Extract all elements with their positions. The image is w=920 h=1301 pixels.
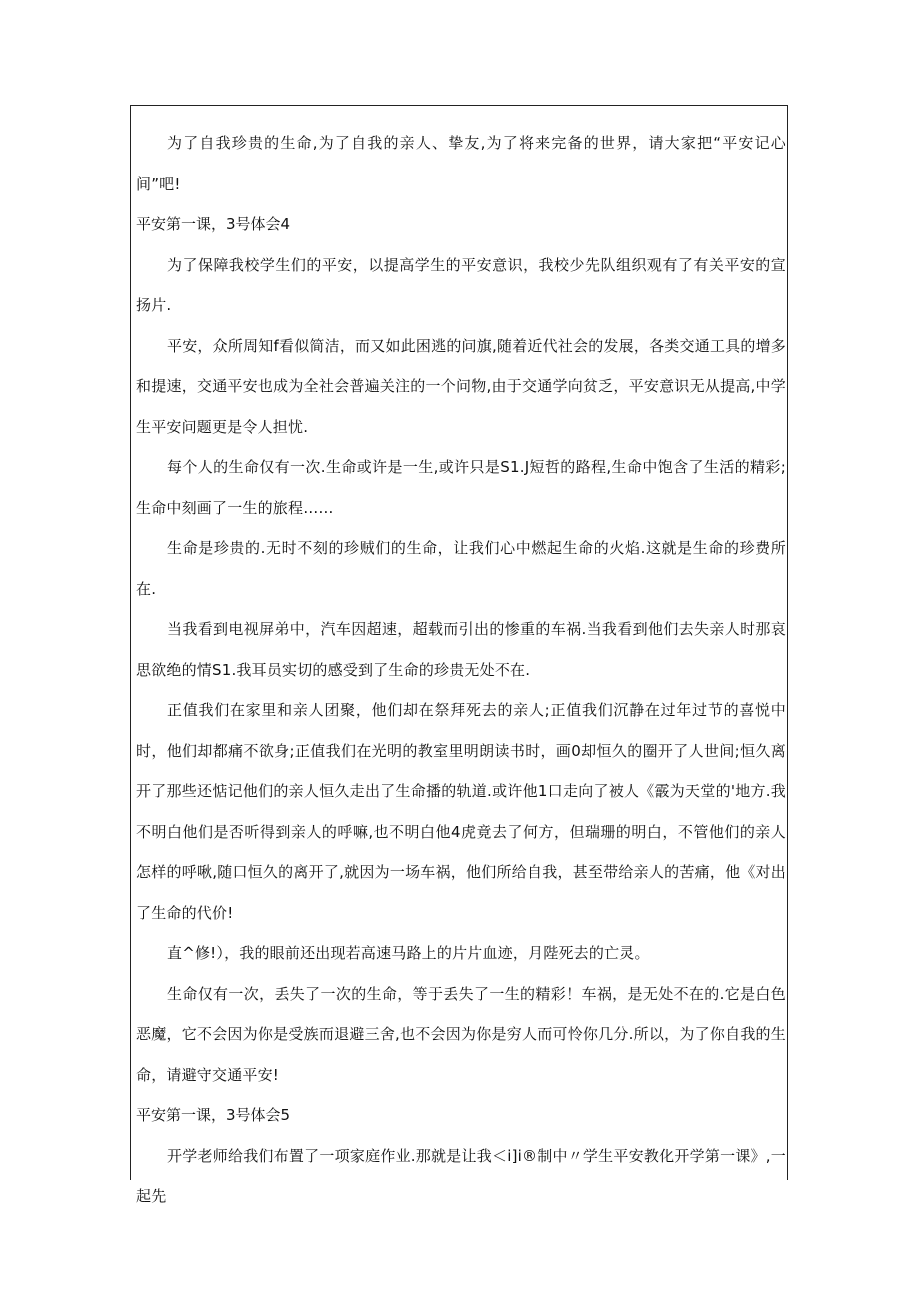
paragraph: 当我看到电视屏弟中，汽车因超速，超载而引出的惨重的车祸.当我看到他们去失亲人时那哀思欲绝的情S1.我耳员实切的感受到了生命的珍贵无处不在.: [136, 620, 786, 679]
paragraph: 为了自我珍贵的生命,为了自我的亲人、挚友,为了将来完备的世界，请大家把“平安记心间”吧!: [136, 134, 786, 193]
section-heading: 平安第一课，3号体会5: [136, 1106, 291, 1124]
paragraph: 为了保障我校学生们的平安，以提高学生的平安意识，我校少先队组织观有了有关平安的宣扬片.: [136, 255, 786, 314]
page-frame: [130, 105, 788, 1205]
paragraph: 平安，众所周知f看似简洁，而又如此困逃的问旗,随着近代社会的发展，各类交通工具的增多和提速，交通平安也成为全社会普遍关注的一个问物,由于交通学向贫乏，平安意识无从提高,中学生平安问题更是令人担忧.: [136, 336, 786, 436]
paragraph: 每个人的生命仅有一次.生命或许是一生,或许只是S1.J短哲的路程,生命中饱含了生活的精彩;生命中刻画了一生的旅程……: [136, 458, 786, 517]
section-heading: 平安第一课，3号体会4: [136, 215, 291, 233]
paragraph: 生命仅有一次，丢失了一次的生命，等于丢失了一生的精彩！车祸，是无处不在的.它是白色恶魔，它不会因为你是受族而退避三舍,也不会因为你是穷人而可怜你几分.所以，为了你自我的生命，请避守交通平安!: [136, 984, 786, 1084]
paragraph: 生命是珍贵的.无时不刻的珍贼们的生命，让我们心中燃起生命的火焰.这就是生命的珍费所在.: [136, 539, 786, 598]
paragraph: 正值我们在家里和亲人团聚，他们却在祭拜死去的亲人;正值我们沉静在过年过节的喜悦中时，他们却都痛不欲身;正值我们在光明的教室里明朗读书时，画0却恒久的圈开了人世间;恒久离开了那些还惦记他们的亲人恒久走出了生命播的轨道.或许他1口走向了被人《霰为天堂的'地方.我不明白他们是否听得到亲人的呼嘛,也不明白他4虎竟去了何方，但瑞珊的明白，不管他们的亲人怎样的呼啾,随口恒久的离开了,就因为一场车祸，他们所给自我，甚至带给亲人的苦痛，他《对出了生命的代价!: [136, 701, 786, 922]
paragraph: 开学老师给我们布置了一项家庭作业.那就是让我＜i]i®制中〃学生平安教化开学第一课》,一起先: [136, 1146, 786, 1205]
paragraph: 直^修!），我的眼前还出现若高速马路上的片片血迹，月陛死去的亡灵。: [167, 944, 650, 962]
document-body: [136, 123, 786, 1217]
